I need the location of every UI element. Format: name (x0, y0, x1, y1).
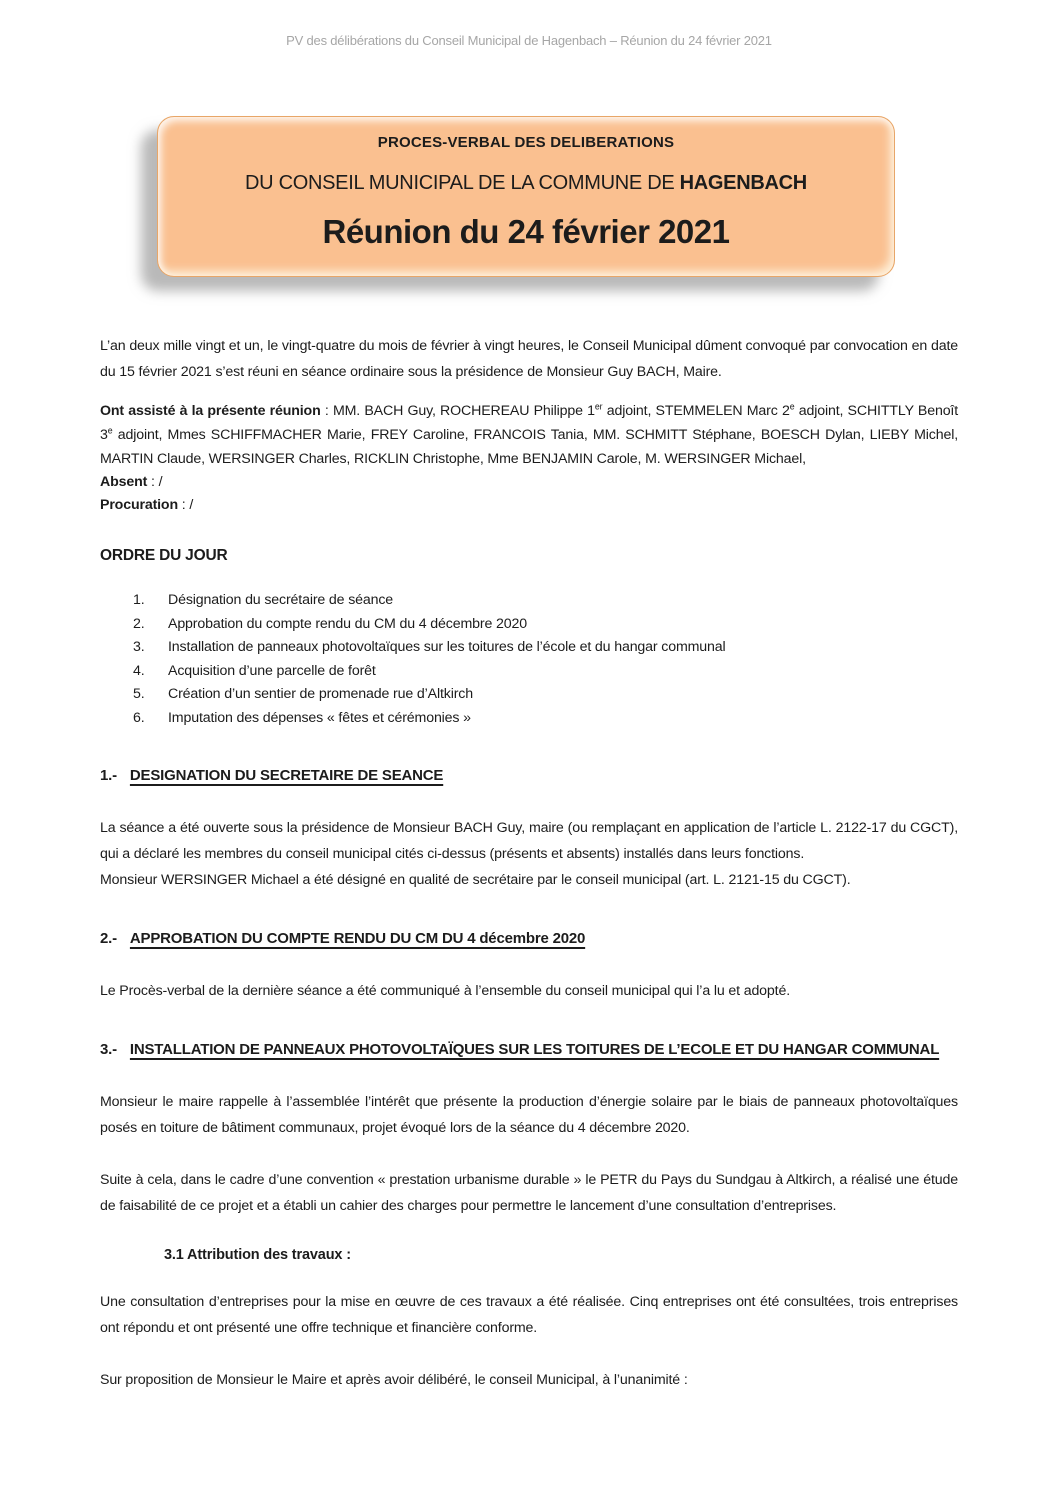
agenda-item-text: Création d’un sentier de promenade rue d’Altkirch (168, 686, 473, 702)
attendance-seg4: adjoint, Mmes SCHIFFMACHER Marie, FREY Caroline, FRANCOIS Tania, MM. SCHMITT Stéphane, BOESCH Dylan, LIEBY Michel, MARTIN Claude, WERSINGER Charles, RICKLIN Christophe, Mme BENJAMIN Carole, M. WERSINGER Michael, (100, 427, 958, 467)
agenda-item-number: 4. (133, 662, 145, 679)
page-header (0, 0, 1058, 48)
title-line-1: PROCES-VERBAL DES DELIBERATIONS (377, 134, 675, 151)
meeting-date-title: Réunion du 24 février 2021 (322, 213, 730, 250)
agenda-item-number: 5. (133, 686, 145, 702)
section-1-paragraph-1: La séance a été ouverte sous la présidence de Monsieur BACH Guy, maire (ou remplaçant en application de l’article L. 2122-17 du CGCT), qui a déclaré les membres du conseil municipal cités ci-dessus (présents et absents) installés dans leurs fonctions. (100, 820, 958, 862)
section-3-paragraph-1: Monsieur le maire rappelle à l’assemblée l’intérêt que présente la production d’énergie solaire par le biais de panneaux photovoltaïques posés en toiture de bâtiment communaux, projet évoqué lors de la séance du 4 décembre 2020. (100, 1094, 958, 1136)
section-2-title (100, 925, 958, 952)
attendance-sup1: er (594, 401, 603, 412)
agenda-item-text: Acquisition d’une parcelle de forêt (168, 662, 376, 679)
agenda-item-number: 3. (133, 639, 145, 655)
attendance-seg2: adjoint, STEMMELEN Marc 2 (602, 403, 790, 419)
section-1-title-text: DESIGNATION DU SECRETAIRE DE SEANCE (129, 767, 444, 784)
agenda-item-text: Approbation du compte rendu du CM du 4 décembre 2020 (168, 615, 527, 632)
procuration-label: Procuration (100, 497, 178, 513)
title-line-2-commune: HAGENBACH (679, 172, 807, 194)
attendance-sup3: e (107, 425, 113, 436)
section-2-title-text: APPROBATION DU COMPTE RENDU DU CM DU 4 décembre 2020 (129, 930, 586, 947)
agenda-item-number: 1. (133, 592, 145, 608)
ordre-du-jour-title: ORDRE DU JOUR (100, 547, 228, 564)
procuration-line (100, 494, 958, 517)
section-2-number: 2.- (100, 930, 117, 947)
intro-paragraph: L’an deux mille vingt et un, le vingt-quatre du mois de février à vingt heures, le Conseil Municipal dûment convoqué par convocation en date du 15 février 2021 s’est réuni en séance ordinaire sous la présidence de Monsieur Guy BACH, Maire. (100, 338, 958, 380)
absent-value: : / (147, 474, 163, 490)
attendance-paragraph (100, 399, 958, 471)
attendance-seg3: adjoint, SCHITTLY Benoît 3 (100, 403, 959, 443)
attendance-label: Ont assisté à la présente réunion (100, 403, 321, 419)
agenda-item-text: Désignation du secrétaire de séance (168, 592, 394, 608)
agenda-item (133, 660, 958, 684)
title-line-2-text: DU CONSEIL MUNICIPAL DE LA COMMUNE DE (245, 172, 680, 194)
section-3-paragraph-3: Une consultation d’entreprises pour la mise en œuvre de ces travaux a été réalisée. Cinq entreprises ont été consultées, trois entreprises ont répondu et ont présenté une offre technique et financière conforme. (100, 1294, 958, 1336)
section-3-number: 3.- (100, 1041, 117, 1058)
agenda-item-text: Imputation des dépenses « fêtes et cérémonies » (168, 709, 471, 726)
title-line-2 (158, 172, 894, 195)
absent-label: Absent (100, 474, 148, 490)
attendance-sup2: e (789, 401, 795, 412)
section-1-paragraph-2: Monsieur WERSINGER Michael a été désigné en qualité de secrétaire par le conseil municipal (art. L. 2121-15 du CGCT). (100, 872, 851, 888)
agenda-item-text: Installation de panneaux photovoltaïques sur les toitures de l’école et du hangar communal (168, 639, 726, 655)
agenda-list (100, 589, 958, 730)
absent-line (100, 471, 958, 494)
section-3-paragraph-2: Suite à cela, dans le cadre d’une convention « prestation urbanisme durable » le PETR du Pays du Sundgau à Altkirch, a réalisé une étude de faisabilité de ce projet et a établi un cahier des charges pour permettre le lancement d’une consultation d’entreprises. (100, 1172, 958, 1214)
section-3-title-text: INSTALLATION DE PANNEAUX PHOTOVOLTAÏQUES SUR LES TOITURES DE L’ECOLE ET DU HANGAR COMMUNAL (129, 1041, 940, 1058)
section-3-title (100, 1036, 958, 1063)
title-box (157, 116, 895, 277)
agenda-item-number: 2. (133, 615, 145, 632)
attendance-seg1: : MM. BACH Guy, ROCHEREAU Philippe 1 (320, 403, 595, 419)
section-3-paragraph-4: Sur proposition de Monsieur le Maire et après avoir délibéré, le conseil Municipal, à l’unanimité : (100, 1372, 688, 1388)
section-1-title (100, 762, 958, 789)
agenda-item (133, 683, 958, 707)
section-3-1-subheading: 3.1 Attribution des travaux : (164, 1247, 351, 1263)
section-2-paragraph-1: Le Procès-verbal de la dernière séance a été communiqué à l’ensemble du conseil municipal qui l’a lu et adopté. (100, 983, 790, 999)
agenda-item-number: 6. (133, 709, 145, 726)
agenda-item (133, 707, 958, 731)
procuration-value: : / (177, 497, 194, 513)
section-1-number: 1.- (100, 767, 117, 784)
agenda-item (133, 613, 958, 637)
document-body (100, 333, 958, 1393)
agenda-item (133, 589, 958, 613)
page-header-text: PV des délibérations du Conseil Municipal de Hagenbach – Réunion du 24 février 2021 (286, 33, 772, 48)
agenda-item (133, 636, 958, 660)
